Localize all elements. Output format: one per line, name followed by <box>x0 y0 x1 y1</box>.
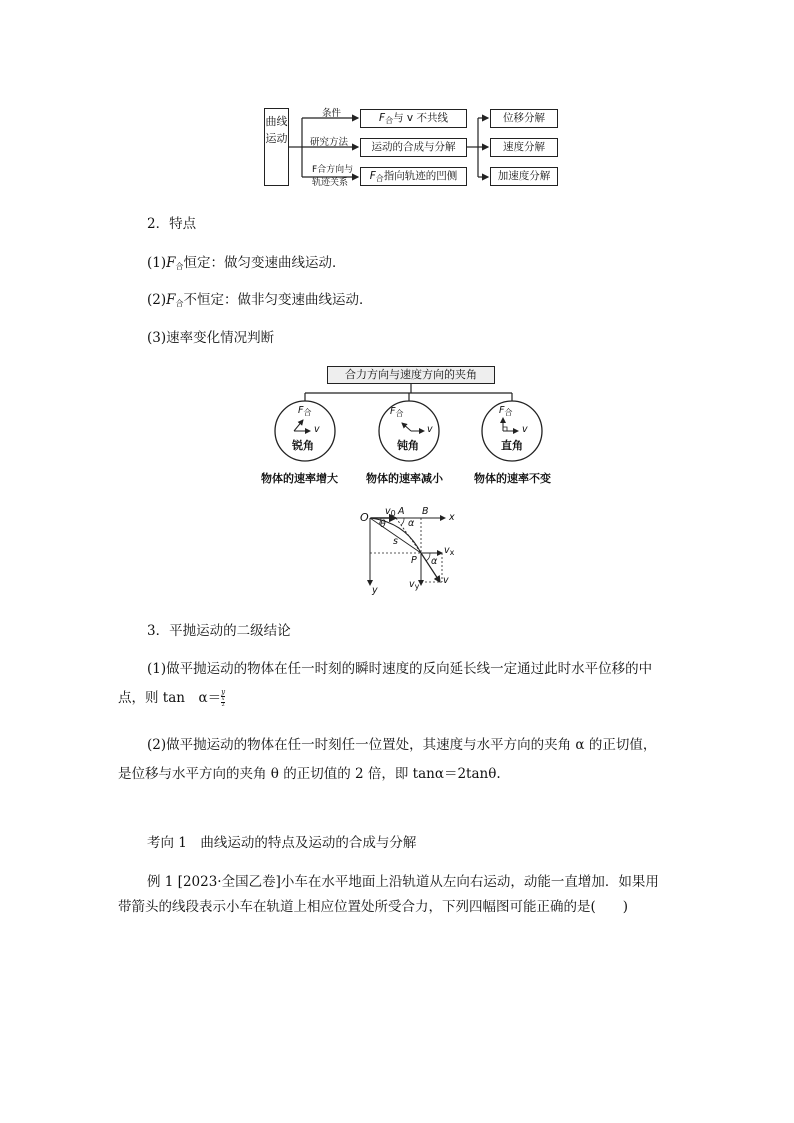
section4-heading: 考向 1 曲线运动的特点及运动的合成与分解 <box>147 835 417 851</box>
branch-label-3b: 轨迹关系 <box>312 178 349 188</box>
proj-v: v <box>443 575 449 586</box>
proj-alpha: α <box>408 518 415 529</box>
box3-F: F <box>369 170 376 182</box>
example1-line1: 例 1 [2023·全国乙卷]小车在水平地面上沿轨道从左向右运动，动能一直增加．如果用 <box>147 874 659 890</box>
obtuse-name: 钝角 <box>397 439 419 452</box>
item2-pre: (2) <box>147 292 167 308</box>
item2-sub: 合 <box>175 299 184 308</box>
proj-v0-sub: 0 <box>390 509 396 518</box>
obtuse-result: 物体的速率减小 <box>366 472 443 485</box>
box1-sub: 合 <box>385 116 394 125</box>
acute-v: v <box>314 424 320 435</box>
box1-F: F <box>379 112 386 124</box>
section3-p1-line2 <box>118 688 225 708</box>
result-1: 位移分解 <box>503 112 545 124</box>
item1-sym: F <box>166 255 176 271</box>
section3-p2-line1: (2)做平抛运动的物体在任一时刻任一位置处，其速度与水平方向的夹角 α 的正切值， <box>147 737 657 753</box>
proj-theta: θ <box>380 519 386 530</box>
proj-vx-sub: x <box>449 548 455 557</box>
frac-bot: 2 <box>221 702 225 708</box>
angle-header: 合力方向与速度方向的夹角 <box>345 368 477 381</box>
right-name: 直角 <box>501 439 523 452</box>
obtuse-v: v <box>427 424 433 435</box>
result-2: 速度分解 <box>503 141 545 153</box>
section3-p2-line2: 是位移与水平方向的夹角 θ 的正切值的 2 倍，即 tanα＝2tanθ. <box>118 766 501 782</box>
proj-P: P <box>411 555 417 566</box>
tan-fraction <box>221 689 225 708</box>
acute-result: 物体的速率增大 <box>261 472 338 485</box>
right-v: v <box>522 424 528 435</box>
frac-mid: x <box>221 696 225 702</box>
obtuse-F-sub: 合 <box>395 409 404 418</box>
acute-name: 锐角 <box>292 439 314 452</box>
item2-text: 不恒定：做非匀变速曲线运动． <box>183 292 373 308</box>
section3-heading: 3．平抛运动的二级结论 <box>147 623 291 639</box>
proj-B: B <box>422 506 429 517</box>
branch-label-3a: F合方向与 <box>312 165 354 175</box>
proj-vy-sub: y <box>414 582 420 591</box>
item1-pre: (1) <box>147 255 167 271</box>
proj-O: O <box>360 511 369 524</box>
box1-text: 与 v 不共线 <box>393 112 448 124</box>
proj-v0 <box>385 506 396 518</box>
proj-vy <box>409 579 419 591</box>
proj-vx-sym: v <box>444 545 450 556</box>
item1-sub: 合 <box>175 262 184 271</box>
p1-line2-pre: 点，则 tan α＝ <box>118 690 222 706</box>
example1-line2: 带箭头的线段表示小车在轨道上相应位置处所受合力，下列四幅图可能正确的是( ) <box>118 899 629 915</box>
proj-vx <box>444 545 454 557</box>
acute-F-sub: 合 <box>303 408 312 417</box>
box3-text: 指向轨迹的凹侧 <box>383 170 458 182</box>
proj-vy-sym: v <box>409 579 415 590</box>
acute-F-sym: F <box>298 405 304 416</box>
frac-top: y <box>221 688 226 696</box>
right-F-sub: 合 <box>504 408 513 417</box>
section3-p1-line1: (1)做平抛运动的物体在任一时刻的瞬时速度的反向延长线一定通过此时水平位移的中 <box>147 661 653 677</box>
right-F-sym: F <box>499 405 505 416</box>
box2-text: 运动的合成与分解 <box>371 141 456 153</box>
branch-label-2: 研究方法 <box>310 137 349 148</box>
proj-x: x <box>449 512 455 523</box>
box3-sub: 合 <box>375 174 384 183</box>
flow-subject: 曲线运动 <box>265 115 288 145</box>
proj-alpha2: α <box>431 556 438 567</box>
section2-item3: (3)速率变化情况判断 <box>147 330 275 346</box>
proj-A: A <box>398 506 405 517</box>
obtuse-F-sym: F <box>390 406 396 417</box>
item2-sym: F <box>166 292 176 308</box>
branch-label-1: 条件 <box>322 108 342 119</box>
proj-v0-sym: v <box>385 506 391 517</box>
proj-y: y <box>372 585 378 596</box>
proj-s: s <box>393 536 398 547</box>
right-result: 物体的速率不变 <box>474 472 551 485</box>
item1-text: 恒定：做匀变速曲线运动． <box>183 255 346 271</box>
section2-heading: 2．特点 <box>147 216 197 232</box>
result-3: 加速度分解 <box>497 170 551 182</box>
